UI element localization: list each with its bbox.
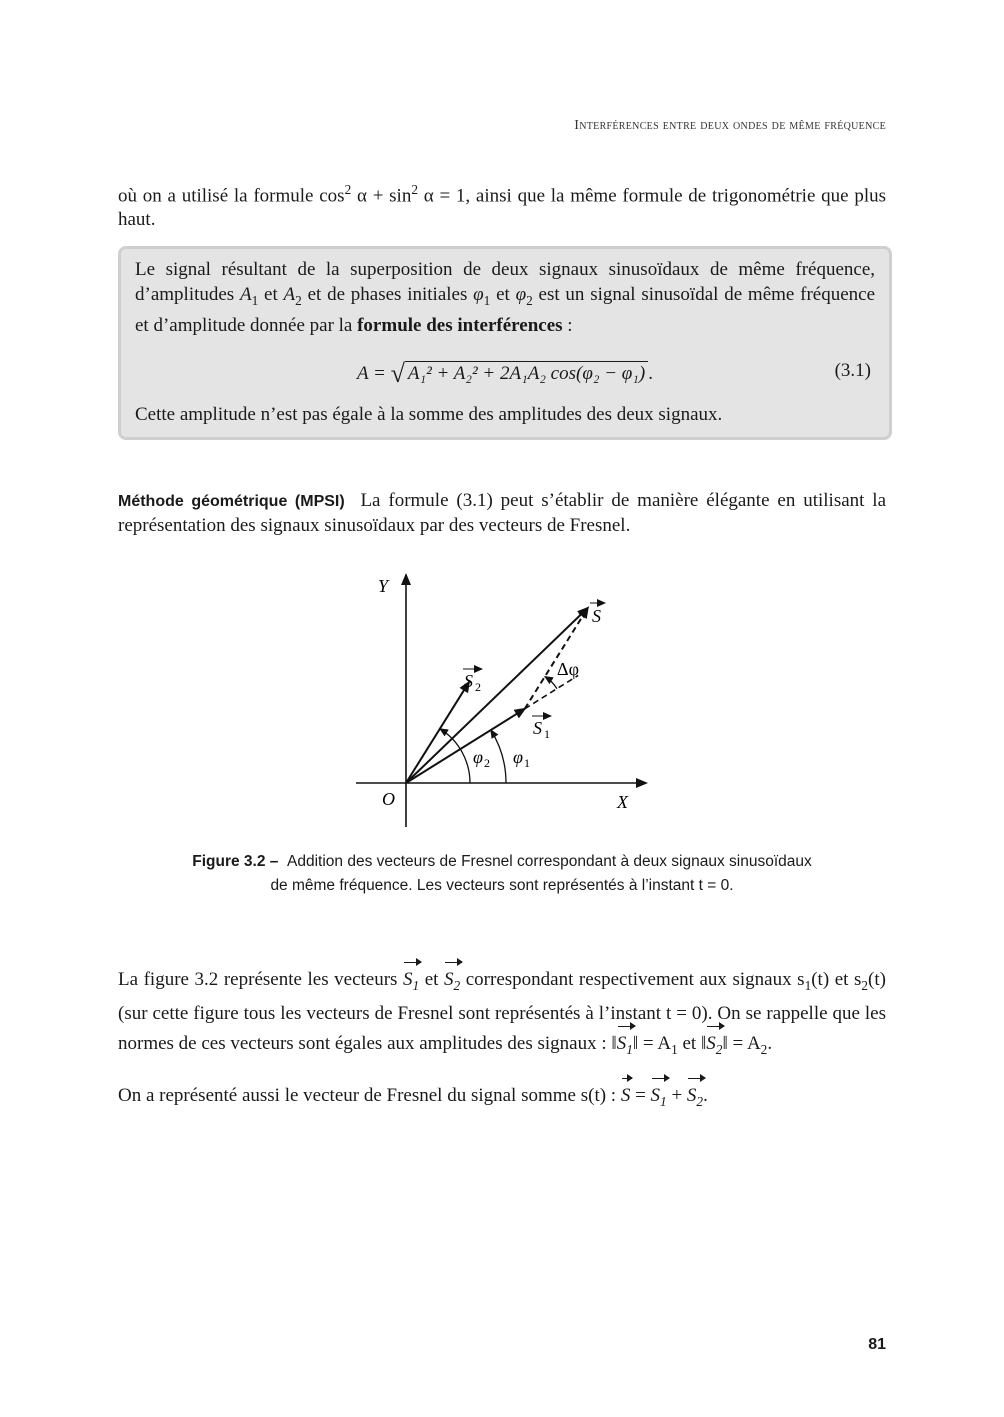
- label-delta-phi: Δφ: [557, 659, 579, 679]
- theorem-conclusion: Cette amplitude n’est pas égale à la somme des amplitudes des deux signaux.: [135, 403, 723, 425]
- body-paragraph-2: On a représenté aussi le vecteur de Fresnel du signal somme s(t) : $S = S_1 + S_2$.: [118, 1080, 886, 1116]
- method-title: Méthode géométrique (MPSI): [118, 493, 345, 510]
- svg-text:1: 1: [544, 727, 550, 741]
- label-s1: [532, 716, 551, 741]
- x-axis-label: X: [617, 792, 628, 812]
- theorem-box: [118, 246, 892, 440]
- svg-text:2: 2: [484, 756, 490, 770]
- svg-text:S: S: [592, 606, 601, 626]
- svg-text:2: 2: [475, 680, 481, 694]
- interference-equation: A = √ A₁² + A₂² + 2A₁A₂ cos(φ₂ − φ₁) . (3.1): [357, 358, 871, 388]
- svg-text:S: S: [533, 718, 542, 738]
- theorem-statement: Le signal résultant de la superposition de deux signaux sinusoïdaux de même fréquence, d’amplitudes $A_1$ et $A_2$ et de phases initiales $\varphi_1$ et $\varphi_2$ est un signal sinusoïdal de même fréquence et d’amplitude donnée par la formule des interférences :: [135, 259, 876, 336]
- label-s2: [463, 669, 482, 694]
- label-phi1: [513, 747, 530, 770]
- body-paragraph-1: La figure 3.2 représente les vecteurs $S_1$ et $S_2$ correspondant respectivement aux signaux $s_1(t)$ et $s_2(t)$ (sur cette figure tous les vecteurs de Fresnel sont représentés à l’instant t = 0). On se rappelle que les normes de ces vecteurs sont égales aux amplitudes des signaux : $‖S_1‖ = A_1$ et $‖S_2‖ = A_2$.: [118, 964, 886, 1064]
- label-s: [590, 603, 605, 626]
- running-header: Interférences entre deux ondes de même fréquence: [574, 118, 886, 133]
- angle-arc-delta-phi: [545, 677, 557, 689]
- vector-s1: [406, 709, 525, 783]
- y-axis-label: Y: [378, 576, 389, 596]
- fresnel-figure: [340, 565, 670, 835]
- angle-arc-phi1: [491, 730, 506, 783]
- s1-extension-dashed: [525, 675, 578, 708]
- key-term: formule des interférences: [357, 314, 563, 336]
- figure-caption: Figure 3.2 – Addition des vecteurs de Fresnel correspondant à deux signaux sinusoïdaux de même fréquence. Les vecteurs sont représentés à l’instant t = 0.: [192, 853, 812, 894]
- intro-paragraph: où on a utilisé la formule $\cos^2 \alpha + \sin^2 \alpha = 1$, ainsi que la même formule de trigonométrie que plus haut.: [118, 182, 886, 231]
- svg-text:φ: φ: [473, 747, 483, 767]
- page-number: 81: [868, 1336, 886, 1353]
- equation-number: (3.1): [834, 359, 871, 381]
- svg-text:φ: φ: [513, 747, 523, 767]
- origin-label: O: [382, 789, 395, 809]
- svg-text:S: S: [464, 671, 473, 691]
- label-phi2: [473, 747, 490, 770]
- vector-s: [406, 608, 588, 783]
- method-paragraph: Méthode géométrique (MPSI) La formule (3.1) peut s’établir de manière élégante en utilisant la représentation des signaux sinusoïdaux par des vecteurs de Fresnel.: [118, 490, 887, 536]
- svg-text:1: 1: [524, 756, 530, 770]
